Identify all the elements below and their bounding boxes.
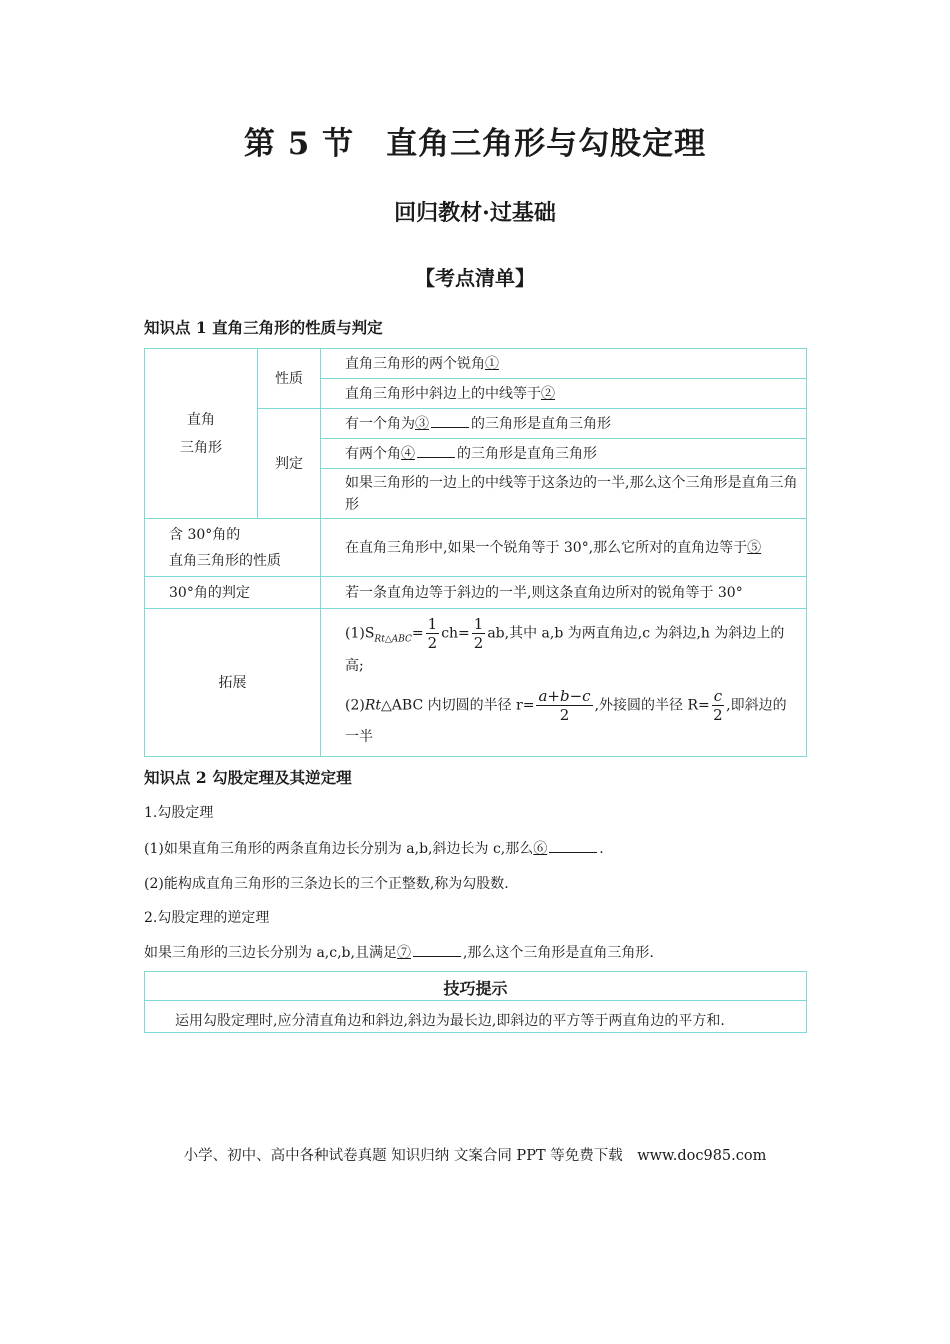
kp2-line-5: 如果三角形的三边长分别为 a,c,b,且满足⑦ ,那么这个三角形是直角三角形. — [144, 945, 654, 961]
kp2-line-3: (2)能构成直角三角形的三条边长的三个正整数,称为勾股数. — [144, 876, 509, 892]
section-title: 【考点清单】 — [415, 266, 535, 290]
blank-1: ① — [485, 355, 499, 372]
deg30-label-2: 直角三角形的性质 — [169, 552, 281, 569]
judge30-text: 若一条直角边等于斜边的一半,则这条直角边所对的锐角等于 30° — [321, 577, 807, 609]
blank-6: ⑥ — [533, 841, 548, 857]
fraction-inradius: $\frac{a+b-c}{2}$ — [538, 686, 591, 724]
kp2-line-4: 2.勾股定理的逆定理 — [144, 910, 270, 926]
judge-1: 有一个角为③ 的三角形是直角三角形 — [321, 409, 807, 439]
blank-5: ⑤ — [747, 539, 762, 556]
kp2-heading: 知识点 2 勾股定理及其逆定理 — [144, 768, 352, 787]
kp2-line-1: 1.勾股定理 — [144, 805, 214, 821]
rt-label-1: 直角 — [187, 411, 215, 428]
deg30-label-1: 含 30°角的 — [169, 526, 241, 543]
tip-divider — [145, 1000, 806, 1001]
page-title: 第 5 节 直角三角形与勾股定理 — [243, 126, 707, 162]
judge-label: 判定 — [258, 409, 321, 519]
ext-line-2: (2)Rt△ABC 内切圆的半径 r= $\frac{a+b-c}{2}$ ,外接圆的半径 R= $\frac{c}{2}$ ,即斜边的一半 — [345, 686, 787, 745]
deg30-text: 在直角三角形中,如果一个锐角等于 30°,那么它所对的直角边等于⑤ — [321, 519, 807, 577]
page-subtitle: 回归教材·过基础 — [394, 200, 556, 226]
property-2: 直角三角形中斜边上的中线等于② — [321, 379, 807, 409]
rt-label-cell — [145, 349, 258, 519]
blank-2: ② — [541, 385, 555, 402]
kp1-table — [144, 348, 807, 757]
tip-body: 运用勾股定理时,应分清直角边和斜边,斜边为最长边,即斜边的平方等于两直角边的平方和. — [175, 1013, 725, 1029]
fraction-half-1: $\frac{1}{2}$ — [427, 615, 438, 653]
ext-content — [321, 609, 807, 757]
deg30-label-cell — [145, 519, 321, 577]
tip-box — [144, 971, 807, 1033]
footer: 小学、初中、高中各种试卷真题 知识归纳 文案合同 PPT 等免费下载 www.doc985.com — [183, 1148, 767, 1164]
fraction-half-2: $\frac{1}{2}$ — [473, 615, 484, 653]
property-1: 直角三角形的两个锐角① — [321, 349, 807, 379]
blank-7: ⑦ — [396, 945, 411, 961]
rt-label-2: 三角形 — [180, 439, 222, 456]
fraction-circumradius: $\frac{c}{2}$ — [713, 686, 723, 724]
judge30-label: 30°角的判定 — [145, 577, 321, 609]
ext-label: 拓展 — [145, 609, 321, 757]
blank-3: ③ — [415, 415, 429, 432]
tip-heading: 技巧提示 — [443, 979, 508, 998]
judge-3: 如果三角形的一边上的中线等于这条边的一半,那么这个三角形是直角三角形 — [321, 469, 807, 519]
judge-2: 有两个角④ 的三角形是直角三角形 — [321, 439, 807, 469]
ext-line-1: $(1)S_{Rt\triangle ABC}=$ $\frac{1}{2}$ ch= $\frac{1}{2}$ ab,其中 a,b 为两直角边,c 为斜边,h 为斜边上的高; — [345, 615, 785, 674]
blank-4: ④ — [401, 445, 415, 462]
kp2-line-2: (1)如果直角三角形的两条直角边长分别为 a,b,斜边长为 c,那么⑥ . — [144, 841, 604, 857]
kp1-heading: 知识点 1 直角三角形的性质与判定 — [144, 318, 383, 337]
property-label: 性质 — [258, 349, 321, 409]
